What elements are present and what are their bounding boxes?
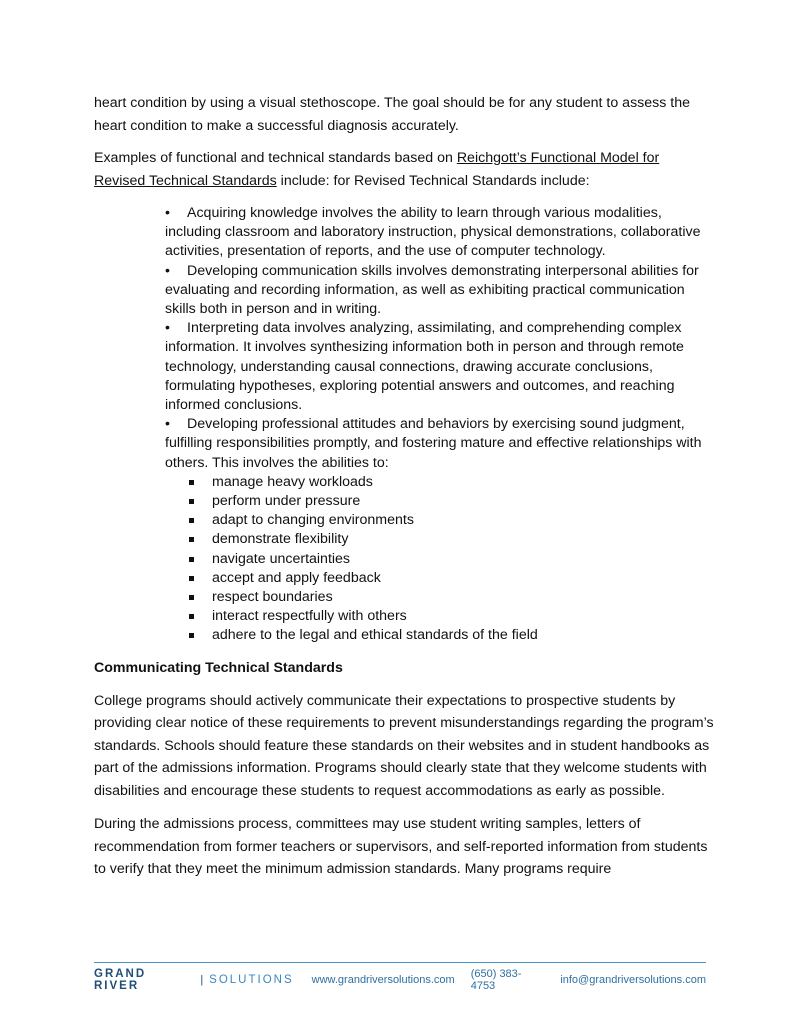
sublist-item — [189, 511, 714, 530]
sublist-item-text: accept and apply feedback — [212, 569, 381, 586]
square-bullet-icon — [189, 537, 194, 542]
sublist-item-text: interact respectfully with others — [212, 608, 407, 625]
bullet-symbol: • — [165, 205, 170, 221]
sublist-item — [189, 569, 714, 588]
square-bullet-icon — [189, 499, 194, 504]
standards-list — [94, 204, 714, 646]
sublist-item-text: perform under pressure — [212, 493, 361, 510]
company-logo-main: GRAND RIVER — [94, 968, 147, 992]
footer-phone: (650) 383-4753 — [470, 968, 522, 992]
square-bullet-icon — [189, 518, 194, 523]
sublist-item-text: navigate uncertainties — [212, 550, 351, 567]
paragraph-intro: heart condition by using a visual stethoscope. The goal should be for any student to assess the heart condition to make a successful diagnosis accurately. — [94, 95, 690, 134]
sublist-item-text: manage heavy workloads — [212, 473, 373, 490]
sublist-item — [189, 473, 714, 492]
sublist-item — [189, 626, 714, 645]
logo-separator: | — [200, 974, 204, 986]
sublist-item — [189, 492, 714, 511]
company-logo-sub: SOLUTIONS — [209, 974, 294, 986]
list-item — [165, 319, 714, 415]
examples-text-post: include: for Revised Technical Standards include: — [276, 172, 590, 189]
sublist-item-text: demonstrate flexibility — [212, 531, 349, 548]
sublist-item-text: respect boundaries — [212, 589, 333, 606]
list-item-text: Developing professional attitudes and behaviors by exercising sound judgment, fulfilling responsibilities promptly, and fostering mature and effective relationships with others. This involves the abilities to: — [165, 416, 702, 471]
list-item — [165, 204, 714, 262]
paragraph-examples — [94, 147, 714, 192]
abilities-sublist — [165, 473, 714, 646]
sublist-item-text: adhere to the legal and ethical standards of the field — [212, 627, 538, 644]
document-body — [94, 92, 714, 892]
paragraph-communicating: College programs should actively communicate their expectations to prospective students by providing clear notice of these requirements to prevent misunderstandings regarding the program’s standards. Schools should feature these standards on their websites and in student handbooks as part of the admissions information. Programs should clearly state that they welcome students with disabilities and encourage these students to request accommodations as early as possible. — [94, 692, 714, 799]
sublist-item — [189, 550, 714, 569]
square-bullet-icon — [189, 557, 194, 562]
footer-website-link[interactable]: www.grandriversolutions.com — [311, 974, 455, 986]
bullet-symbol: • — [165, 416, 170, 433]
sublist-item — [189, 588, 714, 607]
footer-email-link[interactable]: info@grandriversolutions.com — [560, 974, 706, 986]
list-item-text: Developing communication skills involves demonstrating interpersonal abilities for evaluating and recording information, as well as exhibiting practical communication skills both in person and in writing. — [165, 262, 699, 318]
bullet-symbol: • — [165, 320, 170, 337]
sublist-item — [189, 530, 714, 549]
square-bullet-icon — [189, 633, 194, 638]
list-item-text: Acquiring knowledge involves the ability to learn through various modalities, including classroom and laboratory instruction, physical demonstrations, collaborative activities, presentation of reports, and the use of computer technology. — [165, 205, 701, 260]
examples-text-pre: Examples of functional and technical standards based on — [94, 150, 457, 166]
list-item-text: Interpreting data involves analyzing, assimilating, and comprehending complex information. It involves synthesizing information both in person and through remote technology, understanding causal connections, drawing accurate conclusions, formulating hypotheses, exploring potential answers and outcomes, and reaching informed conclusions. — [165, 320, 684, 414]
page-footer — [94, 970, 706, 990]
square-bullet-icon — [189, 614, 194, 619]
list-item — [165, 262, 714, 320]
square-bullet-icon — [189, 595, 194, 600]
sublist-item-text: adapt to changing environments — [212, 512, 414, 529]
paragraph-admissions: During the admissions process, committees may use student writing samples, letters of recommendation from former teachers or supervisors, and self-reported information from students to verify that they meet the minimum admission standards. Many programs require — [94, 816, 708, 878]
bullet-symbol: • — [165, 262, 170, 279]
square-bullet-icon — [189, 576, 194, 581]
square-bullet-icon — [189, 480, 194, 485]
sublist-item — [189, 607, 714, 626]
section-heading: Communicating Technical Standards — [94, 659, 343, 676]
reichgott-model-link[interactable]: Reichgott’s Functional Model for Revised Technical Standards — [94, 150, 660, 189]
list-item — [165, 415, 714, 645]
footer-divider — [94, 962, 706, 963]
